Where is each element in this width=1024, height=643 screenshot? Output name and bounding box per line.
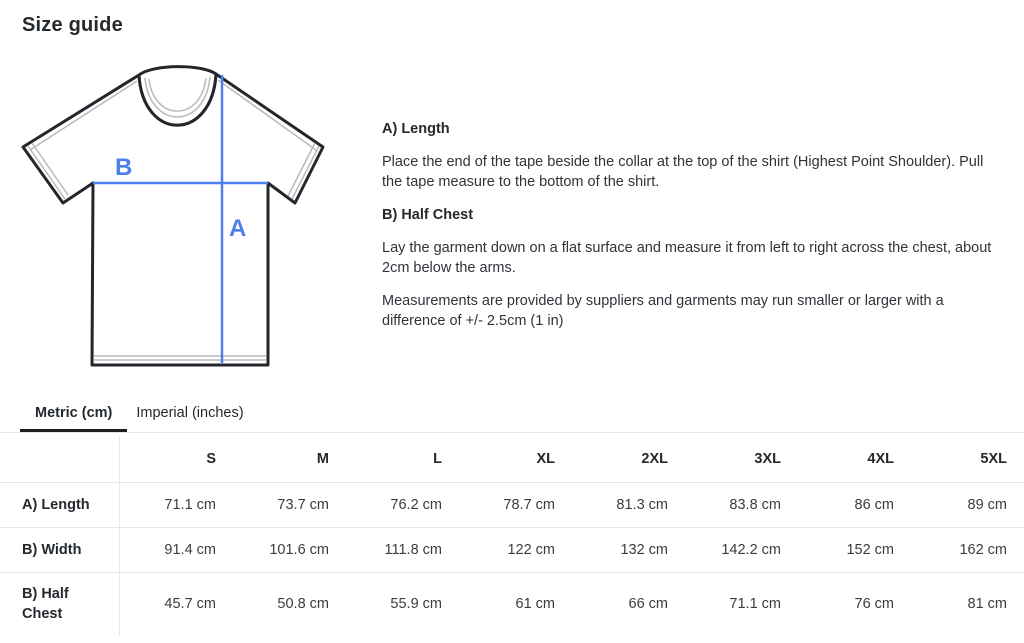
table-row-half-chest [0, 573, 1024, 635]
column-header-2xl: 2XL [641, 451, 668, 467]
value-cell: 101.6 cm [269, 542, 329, 558]
row-label: B) Half Chest [0, 573, 120, 635]
table-row-length [0, 483, 1024, 528]
instruction-heading-half-chest: B) Half Chest [382, 207, 474, 223]
column-header-4xl: 4XL [867, 451, 894, 467]
value-cell: 81 cm [967, 596, 1007, 612]
column-header-m: M [316, 451, 329, 467]
value-cell: 81.3 cm [616, 497, 668, 513]
size-table [0, 436, 1024, 635]
value-cell: 162 cm [959, 542, 1007, 558]
value-cell: 61 cm [515, 596, 555, 612]
value-cell: 91.4 cm [164, 542, 216, 558]
row-label: B) Width [0, 528, 120, 572]
supplier-note: Measurements are provided by suppliers and garments may run smaller or larger with a difference of +/- 2.5cm (1 in) [382, 293, 944, 329]
column-header-xl: XL [536, 451, 555, 467]
value-cell: 50.8 cm [277, 596, 329, 612]
tab-imperial[interactable]: Imperial (inches) [136, 405, 244, 421]
tab-metric[interactable]: Metric (cm) [20, 398, 127, 432]
value-cell: 76.2 cm [390, 497, 442, 513]
table-row-width [0, 528, 1024, 573]
value-cell: 55.9 cm [390, 596, 442, 612]
row-label: A) Length [0, 483, 120, 527]
value-cell: 71.1 cm [164, 497, 216, 513]
value-cell: 86 cm [854, 497, 894, 513]
value-cell: 89 cm [967, 497, 1007, 513]
column-header-l: L [433, 451, 442, 467]
page-title: Size guide [22, 14, 123, 36]
measurement-label-b: B [115, 154, 133, 181]
value-cell: 66 cm [628, 596, 668, 612]
instruction-body-half-chest: Lay the garment down on a flat surface and measure it from left to right across the chest, about 2cm below the arms. [382, 240, 992, 276]
value-cell: 122 cm [507, 542, 555, 558]
size-table-header-row [0, 436, 1024, 483]
value-cell: 78.7 cm [503, 497, 555, 513]
value-cell: 111.8 cm [384, 542, 442, 558]
unit-tabs [0, 398, 1024, 433]
value-cell: 73.7 cm [277, 497, 329, 513]
value-cell: 132 cm [620, 542, 668, 558]
value-cell: 76 cm [854, 596, 894, 612]
value-cell: 83.8 cm [729, 497, 781, 513]
tshirt-diagram [18, 62, 348, 378]
value-cell: 71.1 cm [729, 596, 781, 612]
header-spacer-cell [0, 436, 120, 482]
value-cell: 45.7 cm [164, 596, 216, 612]
instruction-body-length: Place the end of the tape beside the collar at the top of the shirt (Highest Point Shoulder). Pull the tape measure to the bottom of the shirt. [382, 154, 984, 190]
column-header-3xl: 3XL [754, 451, 781, 467]
column-header-5xl: 5XL [980, 451, 1007, 467]
value-cell: 152 cm [846, 542, 894, 558]
measurement-label-a: A [229, 215, 247, 242]
value-cell: 142.2 cm [721, 542, 781, 558]
measurement-instructions [382, 119, 1002, 344]
instruction-heading-length: A) Length [382, 121, 450, 137]
column-header-s: S [206, 451, 216, 467]
